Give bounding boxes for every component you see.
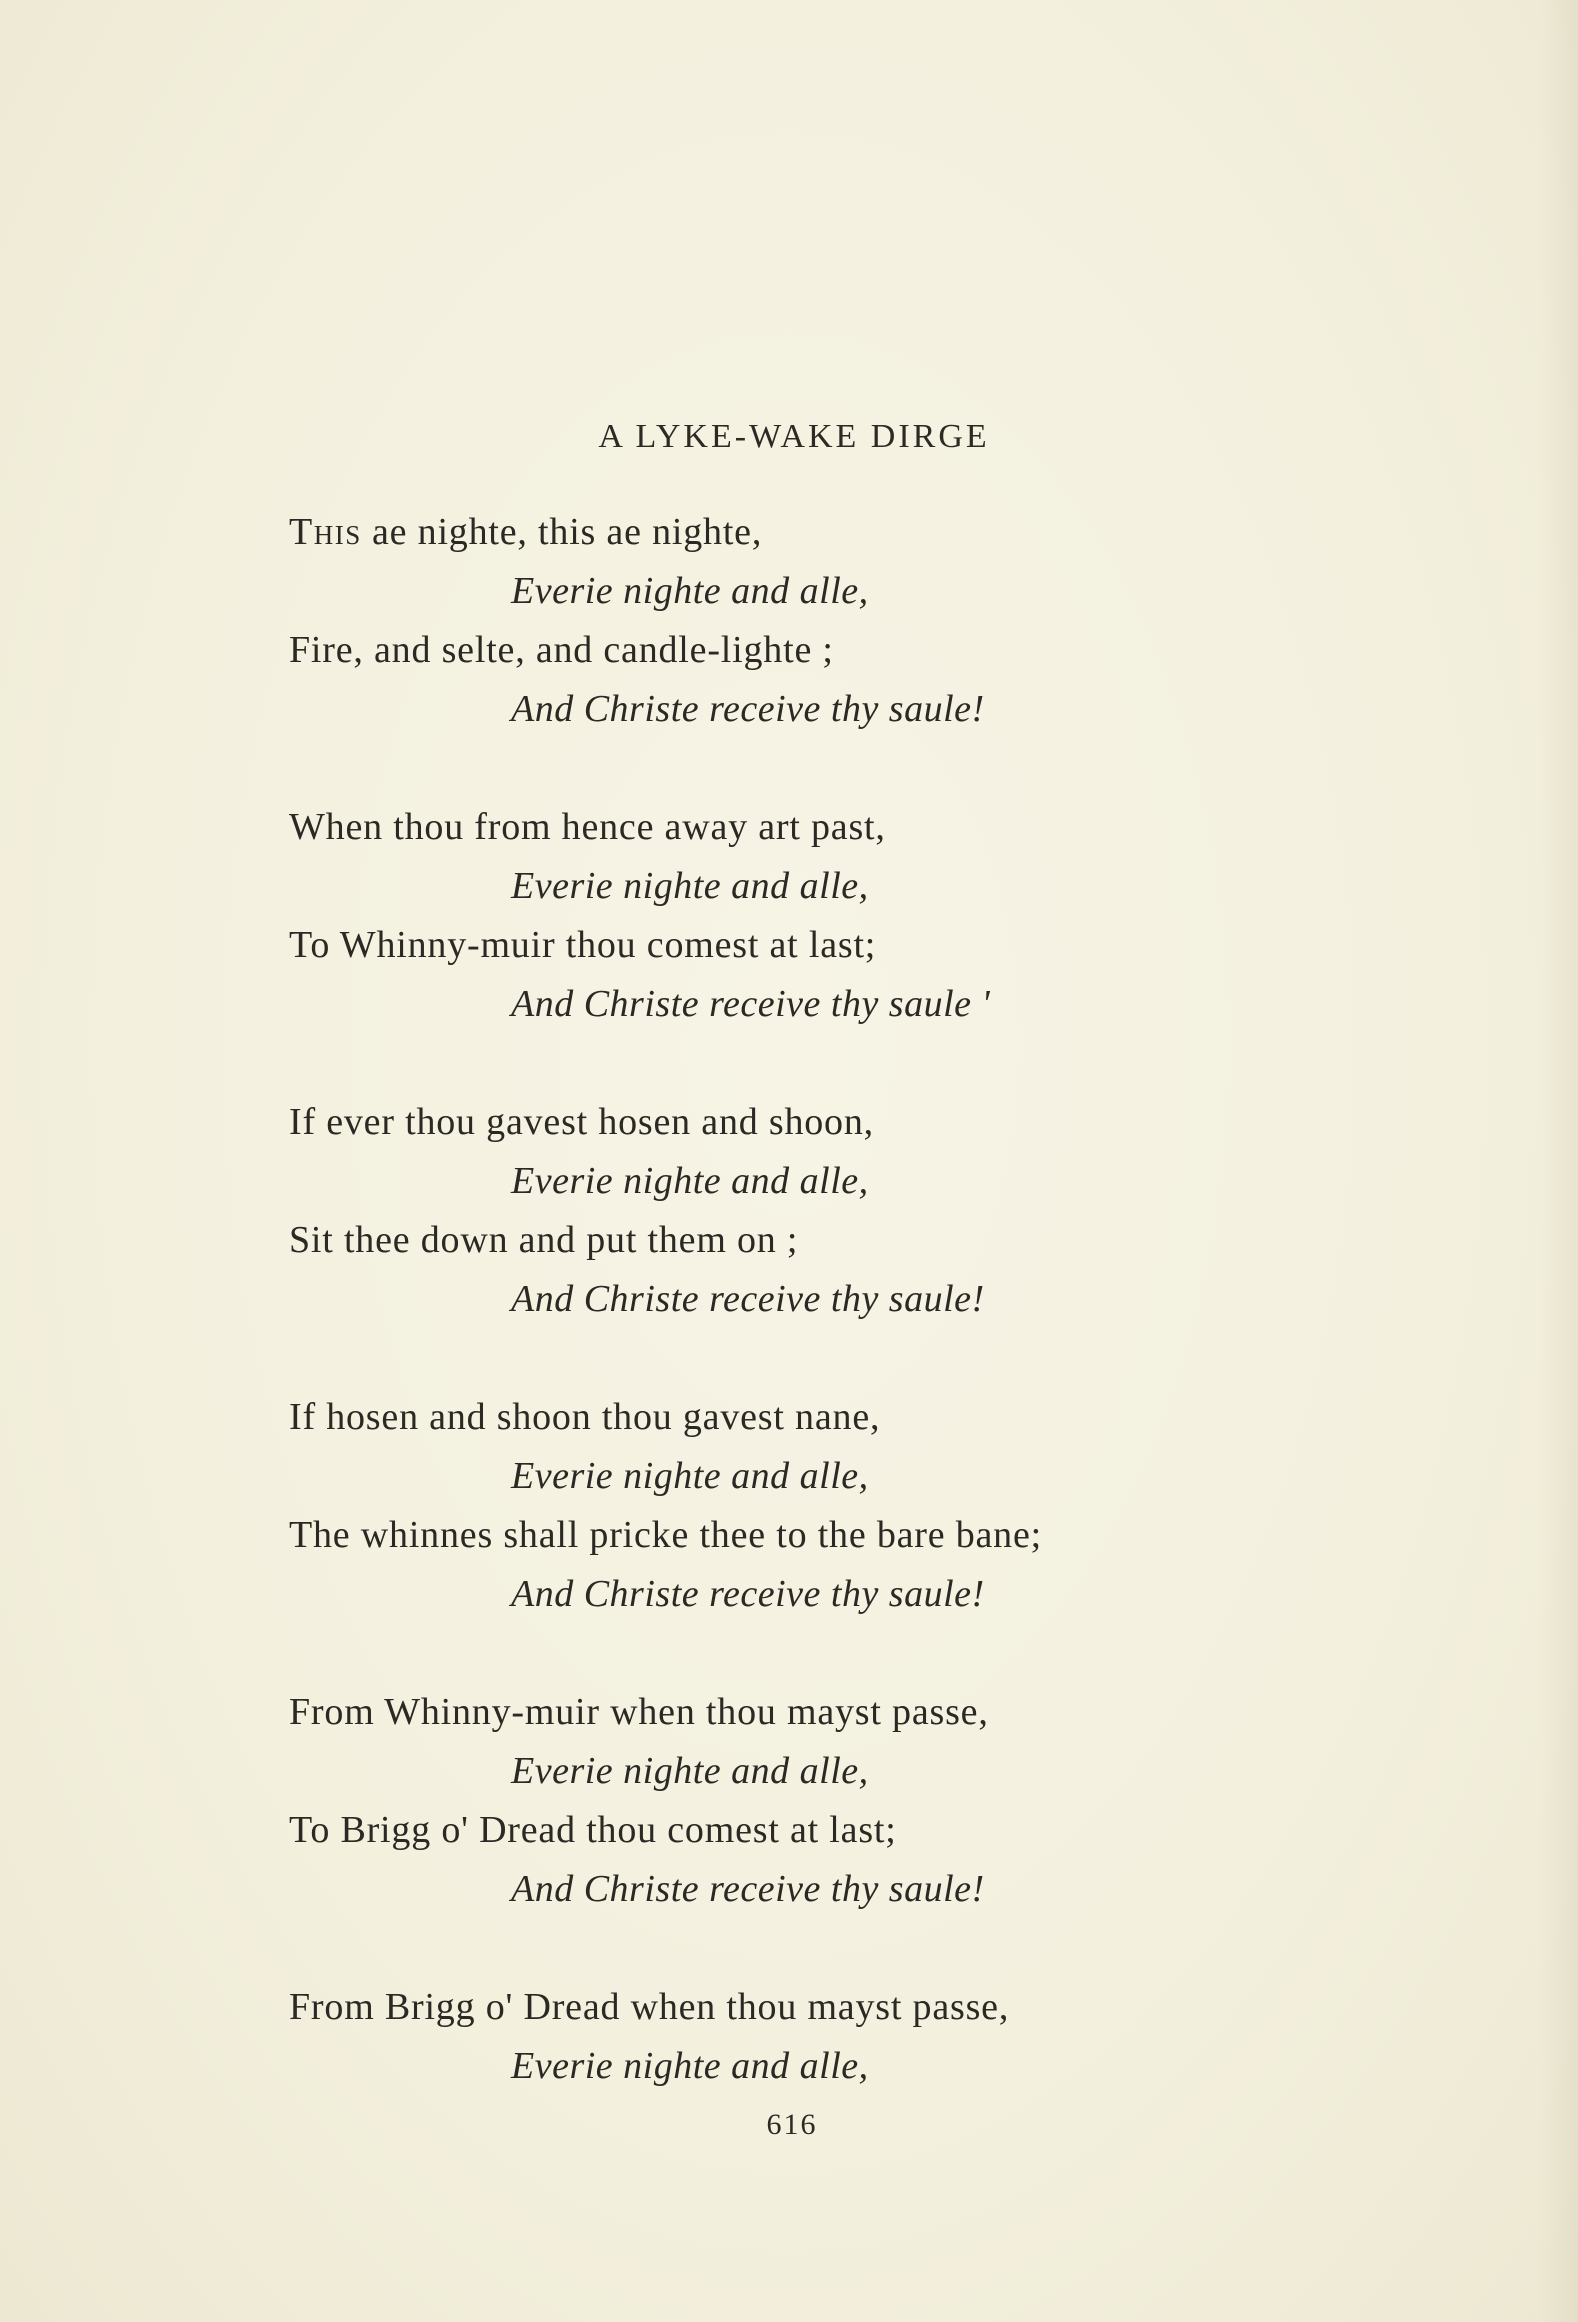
stanza-4 (289, 1388, 1529, 1624)
verse-line: To Brigg o' Dread thou comest at last; (289, 1809, 897, 1851)
refrain-line: And Christe receive thy saule! (511, 1868, 985, 1910)
verse-line (289, 503, 1529, 562)
page-number: 616 (766, 2108, 818, 2141)
verse-line: From Brigg o' Dread when thou mayst passe, (289, 1986, 1010, 2028)
verse-line-text: ae nighte, this ae nighte, (361, 511, 763, 553)
verse-line: When thou from hence away art past, (289, 806, 886, 848)
refrain-line: And Christe receive thy saule ' (511, 983, 991, 1025)
refrain-line: Everie nighte and alle, (511, 2045, 869, 2087)
stanza-2 (289, 798, 1529, 1034)
stanza-5 (289, 1683, 1529, 1919)
refrain-line: Everie nighte and alle, (511, 865, 869, 907)
verse-line: The whinnes shall pricke thee to the bare bane; (289, 1514, 1042, 1556)
refrain-line: Everie nighte and alle, (511, 570, 869, 612)
verse-line: If ever thou gavest hosen and shoon, (289, 1101, 874, 1143)
stanza-6 (289, 1978, 1529, 2096)
refrain-line: And Christe receive thy saule! (511, 1573, 985, 1615)
verse-line: From Whinny-muir when thou mayst passe, (289, 1691, 989, 1733)
verse-line: Fire, and selte, and candle-lighte ; (289, 629, 834, 671)
refrain-line: Everie nighte and alle, (511, 1160, 869, 1202)
poem-body (289, 503, 1529, 2155)
verse-line: If hosen and shoon thou gavest nane, (289, 1396, 881, 1438)
refrain-line: And Christe receive thy saule! (511, 1278, 985, 1320)
stanza-3 (289, 1093, 1529, 1329)
refrain-line: And Christe receive thy saule! (511, 688, 985, 730)
refrain-line: Everie nighte and alle, (511, 1750, 869, 1792)
verse-line: Sit thee down and put them on ; (289, 1219, 799, 1261)
verse-line: To Whinny-muir thou comest at last; (289, 924, 877, 966)
stanza-1 (289, 503, 1529, 739)
drop-word: This (289, 511, 362, 553)
poem-title: A LYKE-WAKE DIRGE (598, 418, 990, 455)
refrain-line: Everie nighte and alle, (511, 1455, 869, 1497)
page-edge-shadow (1538, 0, 1578, 2322)
